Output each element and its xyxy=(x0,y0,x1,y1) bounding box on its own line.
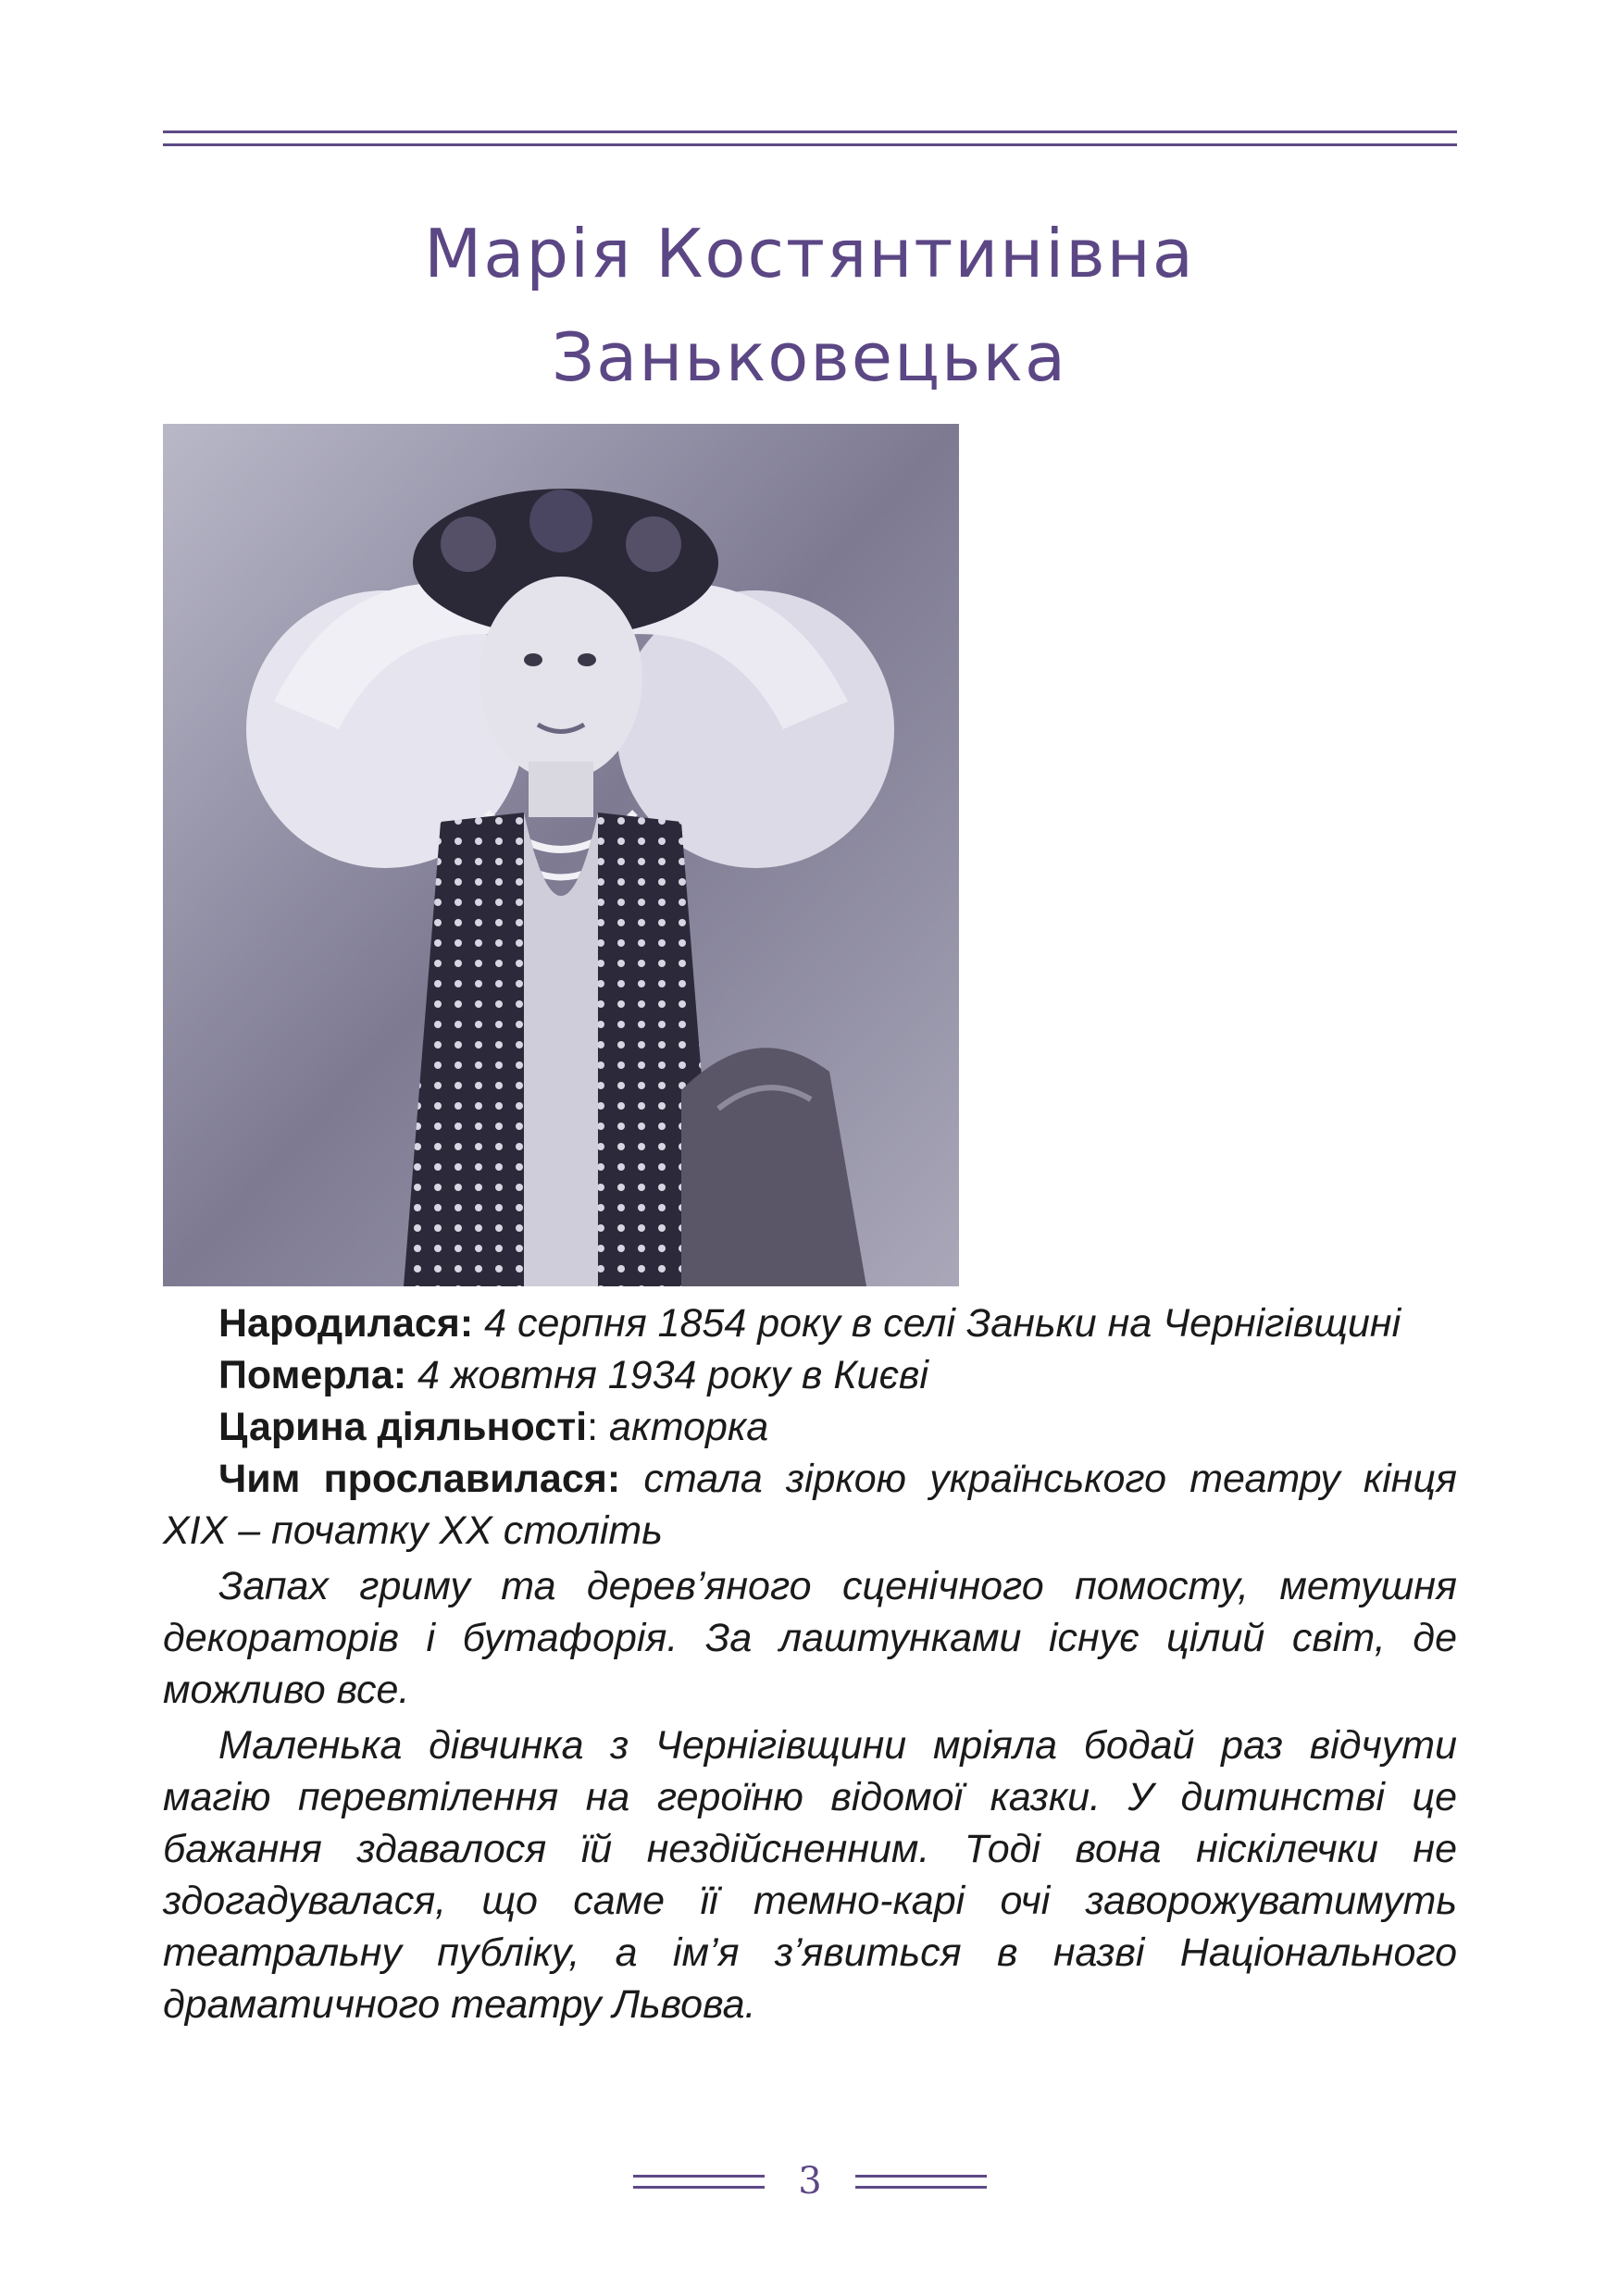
footer-rule-left-top xyxy=(633,2175,765,2178)
portrait-image xyxy=(163,424,959,1286)
fact-fame xyxy=(163,1453,1457,1557)
footer-rule-right-bottom xyxy=(855,2186,987,2189)
paragraph-2: Маленька дівчинка з Чернігівщини мріяла бодай раз відчути магію перевтілення на героїню відомої казки. У дитинстві це бажання здавалося їй нездійсненним. Тоді вона ніскілечки не здогадувалася, що саме її темно-карі очі заворожуватимуть театральну публіку, а ім’я з’явиться в назві Національного драматичного театру Львова. xyxy=(163,1723,1457,2027)
field-value: акторка xyxy=(609,1405,769,1449)
page-title xyxy=(0,202,1619,409)
fame-label: Чим прославилася: xyxy=(218,1457,621,1501)
fact-died xyxy=(163,1349,1457,1401)
paragraph-1: Запах гриму та дерев’яного сценічного помосту, метушня декораторів і бутафорія. За лаштунками існує цілий світ, де можливо все. xyxy=(163,1564,1457,1712)
title-line-1: Марія Костянтинівна xyxy=(424,215,1195,292)
header-rule-bottom xyxy=(163,143,1457,146)
title-line-2: Заньковецька xyxy=(551,318,1068,396)
footer-rule-left-bottom xyxy=(633,2186,765,2189)
fame-value: стала зіркою українського театру кінця XIX – початку XX століть xyxy=(163,1457,1457,1553)
article-body xyxy=(163,1297,1457,2030)
died-value: 4 жовтня 1934 року в Києві xyxy=(417,1353,928,1397)
page-number: 3 xyxy=(798,2160,822,2203)
header-rule-top xyxy=(163,130,1457,133)
died-label: Померла: xyxy=(218,1353,407,1397)
fact-field xyxy=(163,1401,1457,1453)
portrait-photo xyxy=(163,424,959,1286)
fact-born xyxy=(163,1297,1457,1349)
born-value: 4 серпня 1854 року в селі Заньки на Чернігівщині xyxy=(484,1301,1401,1346)
footer-rule-right-top xyxy=(855,2175,987,2178)
born-label: Народилася: xyxy=(218,1301,474,1346)
page-footer xyxy=(0,2156,1619,2212)
field-separator: : xyxy=(587,1405,599,1449)
field-label: Царина діяльності xyxy=(218,1405,588,1449)
